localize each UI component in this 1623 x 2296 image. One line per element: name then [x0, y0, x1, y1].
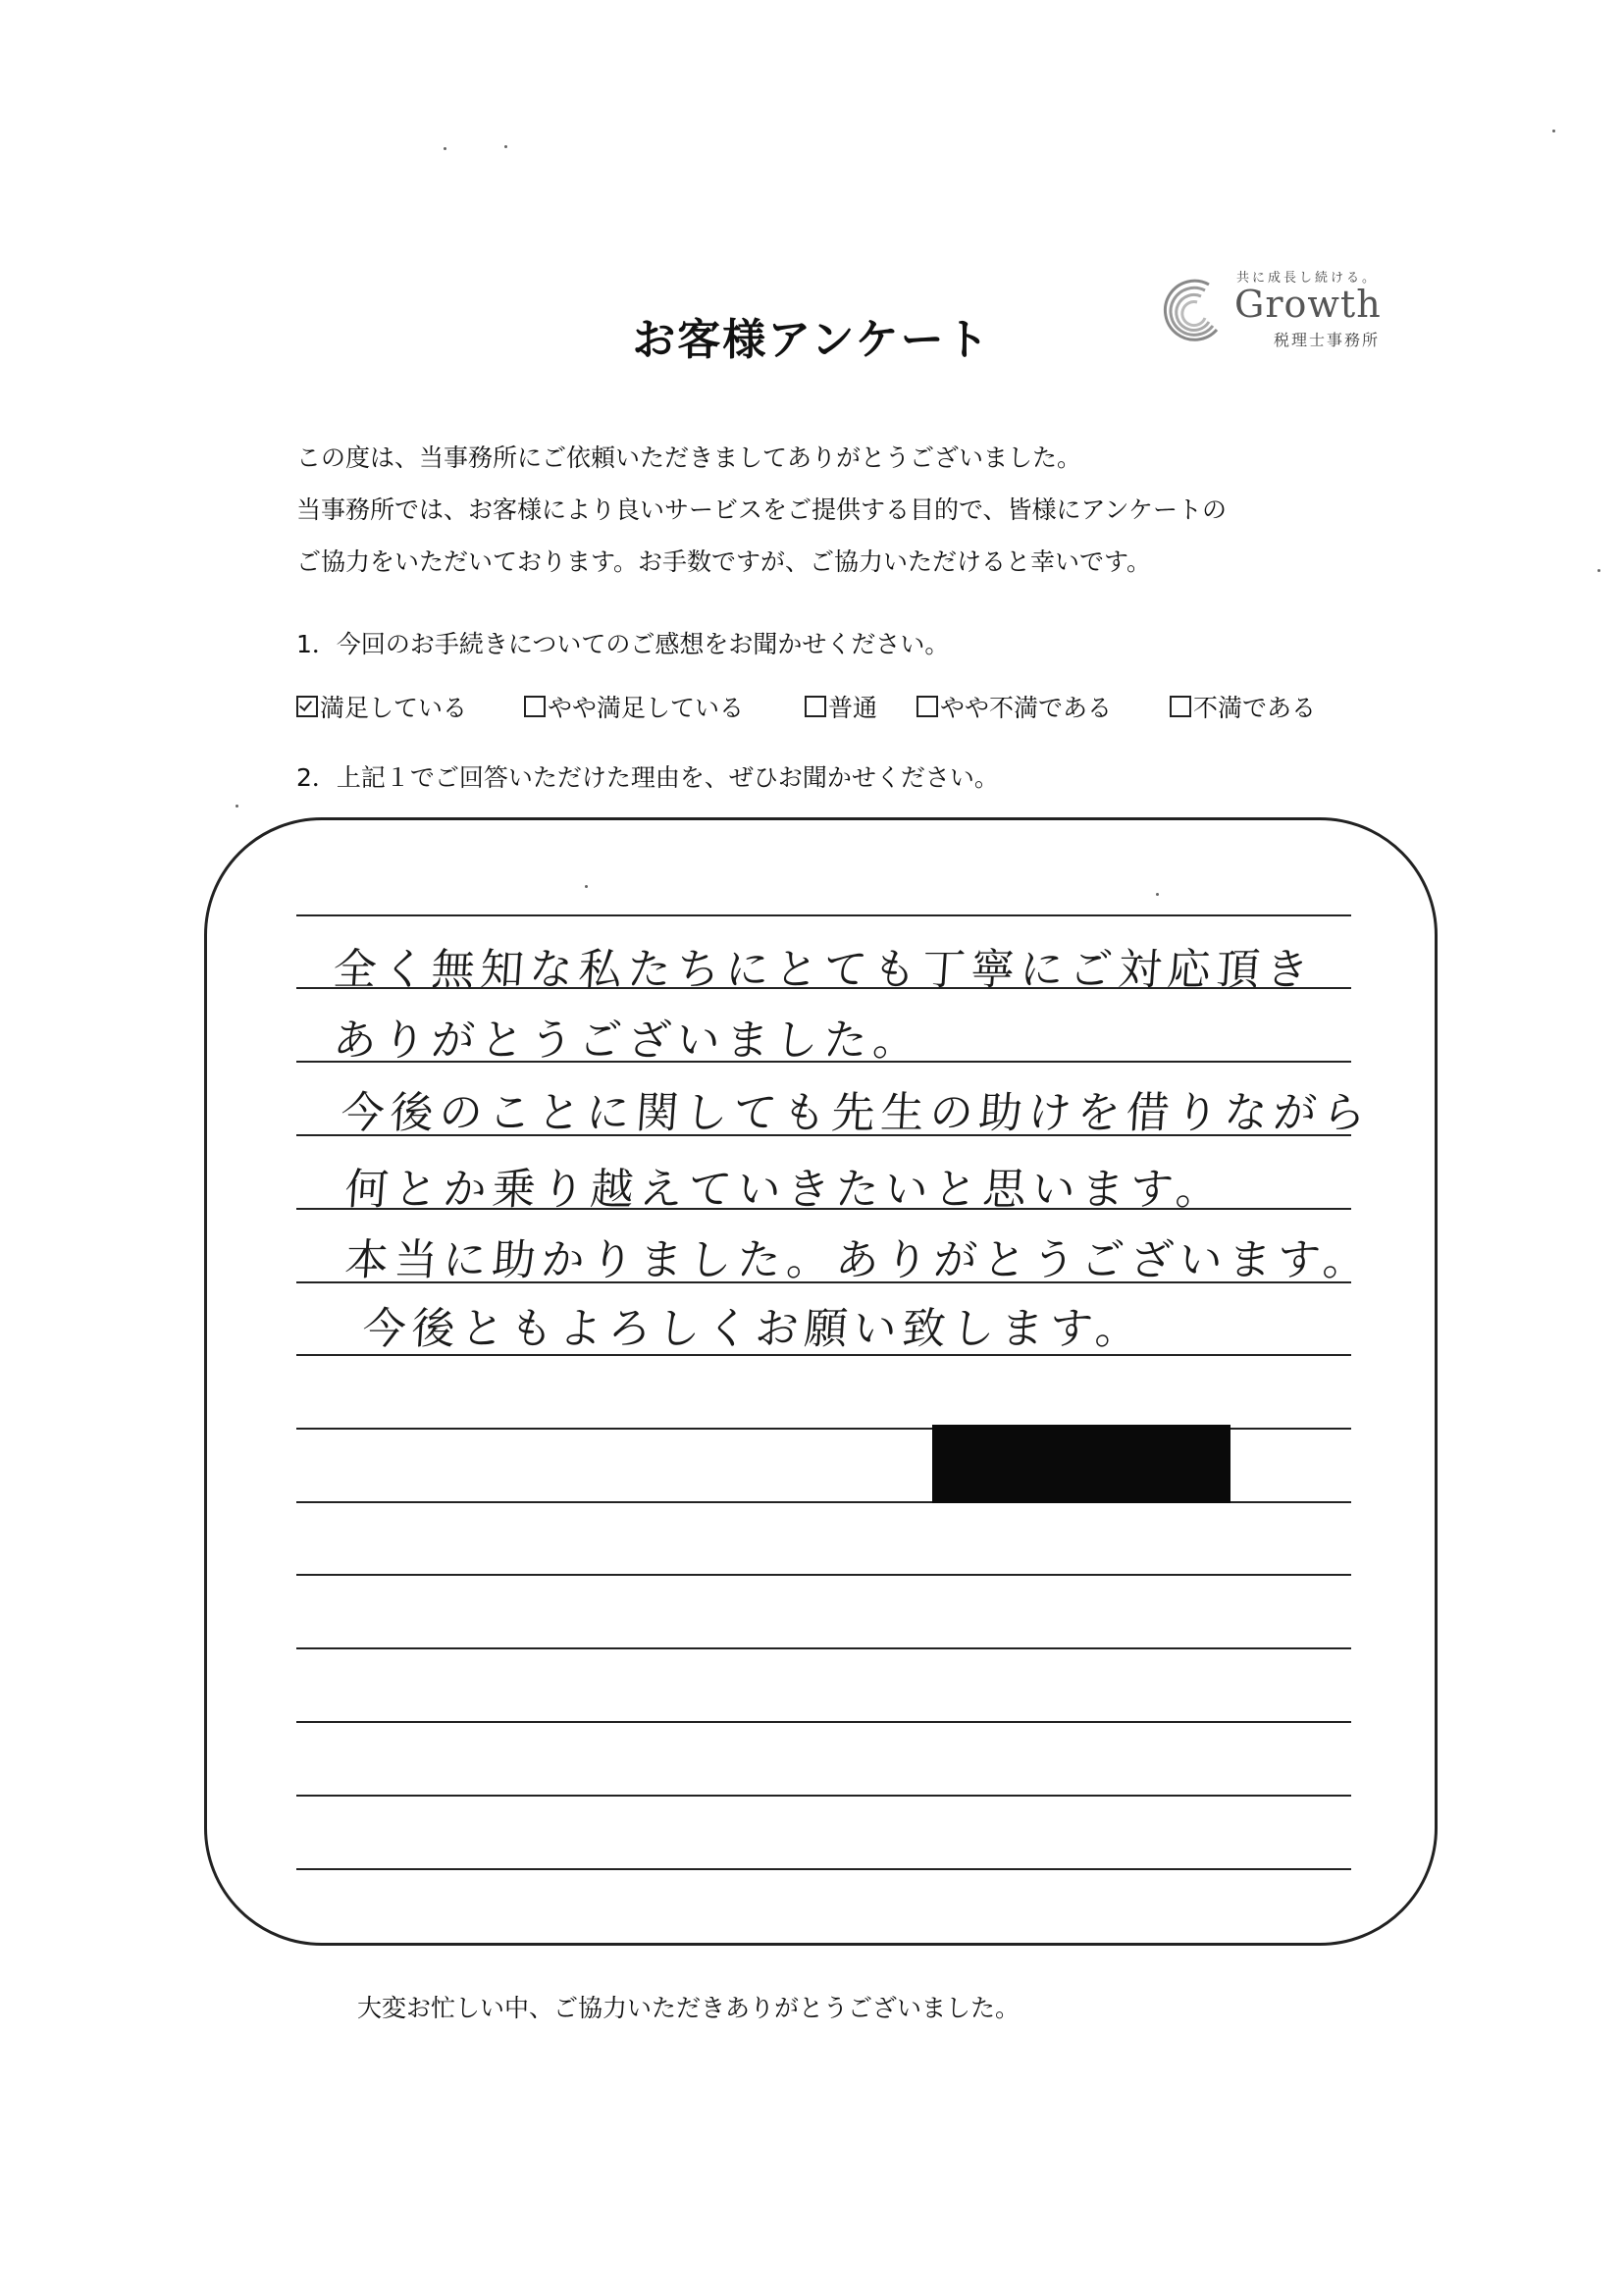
swirl-logo-icon	[1158, 273, 1236, 351]
handwritten-line: 何とか乗り越えていきたいと思います。	[342, 1165, 1227, 1215]
handwritten-line: 本当に助かりました。ありがとうございます。	[342, 1235, 1374, 1285]
checkbox[interactable]	[1170, 696, 1191, 717]
checkbox-checked[interactable]	[296, 696, 318, 717]
scan-speck	[1552, 130, 1555, 132]
option-label: 満足している	[320, 694, 468, 722]
scan-speck	[1597, 569, 1600, 572]
logo-brand: Growth	[1234, 283, 1382, 326]
page-title: お客様アンケート	[632, 315, 991, 365]
handwritten-line: ありがとうございました。	[331, 1016, 924, 1066]
question-1: 1．今回のお手続きについてのご感想をお聞かせください。	[296, 630, 950, 658]
intro-line: ご協力をいただいております。お手数ですが、ご協力いただけると幸いです。	[296, 548, 1152, 576]
ruled-line	[296, 1795, 1351, 1797]
checkbox[interactable]	[916, 696, 938, 717]
scan-speck	[236, 805, 238, 808]
ruled-line	[296, 1868, 1351, 1870]
ruled-line	[296, 1574, 1351, 1576]
ruled-line	[296, 1647, 1351, 1649]
intro-line: この度は、当事務所にご依頼いただきましてありがとうございました。	[296, 444, 1082, 472]
option-label: 不満である	[1193, 694, 1317, 722]
option-satisfied[interactable]	[296, 689, 467, 724]
redaction-block	[932, 1425, 1230, 1503]
intro-text	[296, 432, 1376, 588]
growth-logo	[1158, 263, 1423, 351]
option-label: やや不満である	[940, 694, 1113, 722]
ruled-line	[296, 1721, 1351, 1723]
ruled-line	[296, 914, 1351, 916]
handwritten-line: 今後ともよろしくお願い致します。	[360, 1304, 1146, 1354]
checkbox[interactable]	[805, 696, 826, 717]
scan-speck	[1156, 893, 1159, 896]
scan-speck	[585, 885, 588, 888]
option-dissatisfied[interactable]	[1170, 689, 1316, 724]
option-neutral[interactable]	[805, 689, 877, 724]
option-somewhat-satisfied[interactable]	[524, 689, 744, 724]
scan-speck	[504, 145, 507, 148]
option-label: 普通	[828, 694, 878, 722]
logo-subtitle: 税理士事務所	[1274, 331, 1381, 349]
footer-text: 大変お忙しい中、ご協力いただきありがとうございました。	[357, 1994, 1021, 2022]
question-2: 2．上記１でご回答いただけた理由を、ぜひお聞かせください。	[296, 763, 999, 792]
option-somewhat-dissatisfied[interactable]	[916, 689, 1112, 724]
checkbox[interactable]	[524, 696, 546, 717]
logo-tagline: 共に成長し続ける。	[1236, 271, 1379, 286]
handwritten-line: 今後のことに関しても先生の助けを借りながら	[339, 1088, 1374, 1138]
scan-speck	[444, 147, 446, 150]
option-label: やや満足している	[548, 694, 745, 722]
handwritten-line: 全く無知な私たちにとても丁寧にご対応頂き	[331, 945, 1317, 995]
intro-line: 当事務所では、お客様により良いサービスをご提供する目的で、皆様にアンケートの	[296, 496, 1228, 524]
